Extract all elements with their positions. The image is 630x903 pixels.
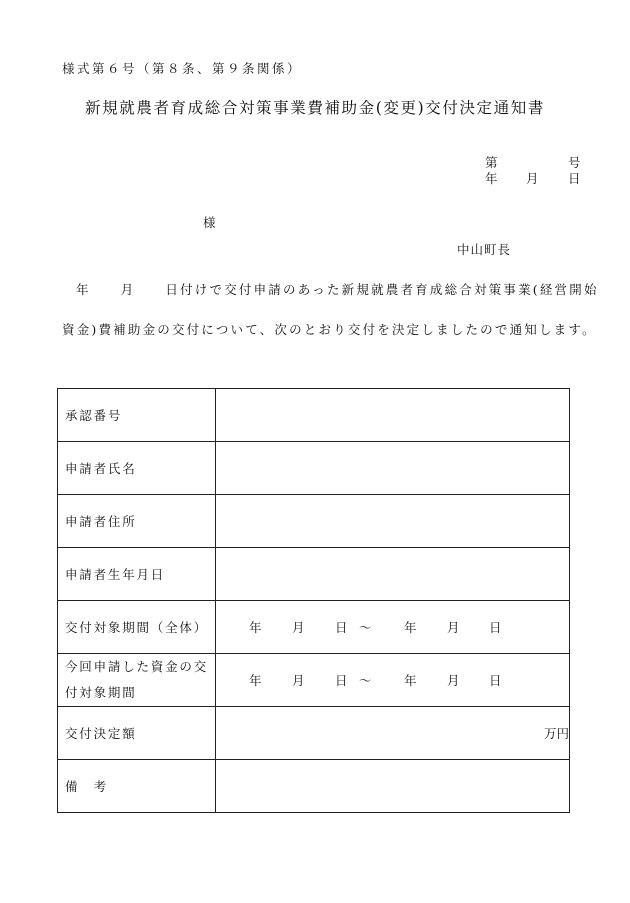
label-approval-number: 承認番号 [58, 389, 216, 442]
table-row [58, 654, 570, 707]
body-line-2: 資金)費補助金の交付について、次のとおり交付を決定しましたので通知します。 [62, 322, 597, 337]
label-period-current-line2: 付対象期間 [65, 685, 137, 700]
period-total-start-day: 日 [335, 620, 348, 635]
label-period-current-line1: 今回申請した資金の交 [65, 659, 209, 674]
table-row [58, 548, 570, 601]
table-row [58, 601, 570, 654]
date-month: 月 [526, 171, 539, 186]
body-line-1 [62, 280, 599, 298]
period-current-end-day: 日 [489, 673, 502, 688]
period-current-start-year: 年 [249, 673, 262, 688]
value-decided-amount[interactable] [216, 707, 570, 760]
body-year: 年 [76, 282, 91, 297]
label-applicant-name: 申請者氏名 [58, 442, 216, 495]
doc-number-suffix: 号 [568, 155, 581, 170]
form-number: 様式第６号（第８条、第９条関係） [62, 61, 303, 76]
table-row [58, 442, 570, 495]
period-total-tilde: ～ [359, 620, 372, 635]
info-table [57, 388, 570, 813]
value-period-current[interactable] [216, 654, 570, 707]
value-period-total[interactable] [216, 601, 570, 654]
period-current-end-year: 年 [404, 673, 417, 688]
table-row [58, 389, 570, 442]
label-applicant-birthdate: 申請者生年月日 [58, 548, 216, 601]
period-total-start-year: 年 [249, 620, 262, 635]
period-total-start-month: 月 [292, 620, 305, 635]
label-applicant-address: 申請者住所 [58, 495, 216, 548]
value-remarks[interactable] [216, 760, 570, 813]
period-total-end-year: 年 [404, 620, 417, 635]
value-approval-number[interactable] [216, 389, 570, 442]
period-total-end-day: 日 [489, 620, 502, 635]
period-current-end-month: 月 [447, 673, 460, 688]
issuer-name: 中山町長 [457, 242, 512, 257]
value-applicant-birthdate[interactable] [216, 548, 570, 601]
label-decided-amount: 交付決定額 [58, 707, 216, 760]
label-period-total: 交付対象期間（全体） [58, 601, 216, 654]
body-month: 月 [120, 282, 136, 297]
date-day: 日 [568, 171, 581, 186]
date-year: 年 [485, 171, 498, 186]
amount-unit: 万円 [543, 726, 569, 741]
table-row [58, 495, 570, 548]
document-title: 新規就農者育成総合対策事業費補助金(変更)交付決定通知書 [85, 99, 545, 117]
period-current-start-day: 日 [335, 673, 348, 688]
label-period-current [58, 654, 216, 707]
table-row [58, 707, 570, 760]
label-remarks: 備 考 [58, 760, 216, 813]
period-current-start-month: 月 [292, 673, 305, 688]
period-total-end-month: 月 [447, 620, 460, 635]
value-applicant-address[interactable] [216, 495, 570, 548]
value-applicant-name[interactable] [216, 442, 570, 495]
addressee-suffix: 様 [203, 215, 216, 230]
doc-number-prefix: 第 [485, 155, 498, 170]
table-row [58, 760, 570, 813]
body-line1-text: 日付けで交付申請のあった新規就農者育成総合対策事業(経営開始 [165, 282, 599, 297]
period-current-tilde: ～ [359, 673, 372, 688]
